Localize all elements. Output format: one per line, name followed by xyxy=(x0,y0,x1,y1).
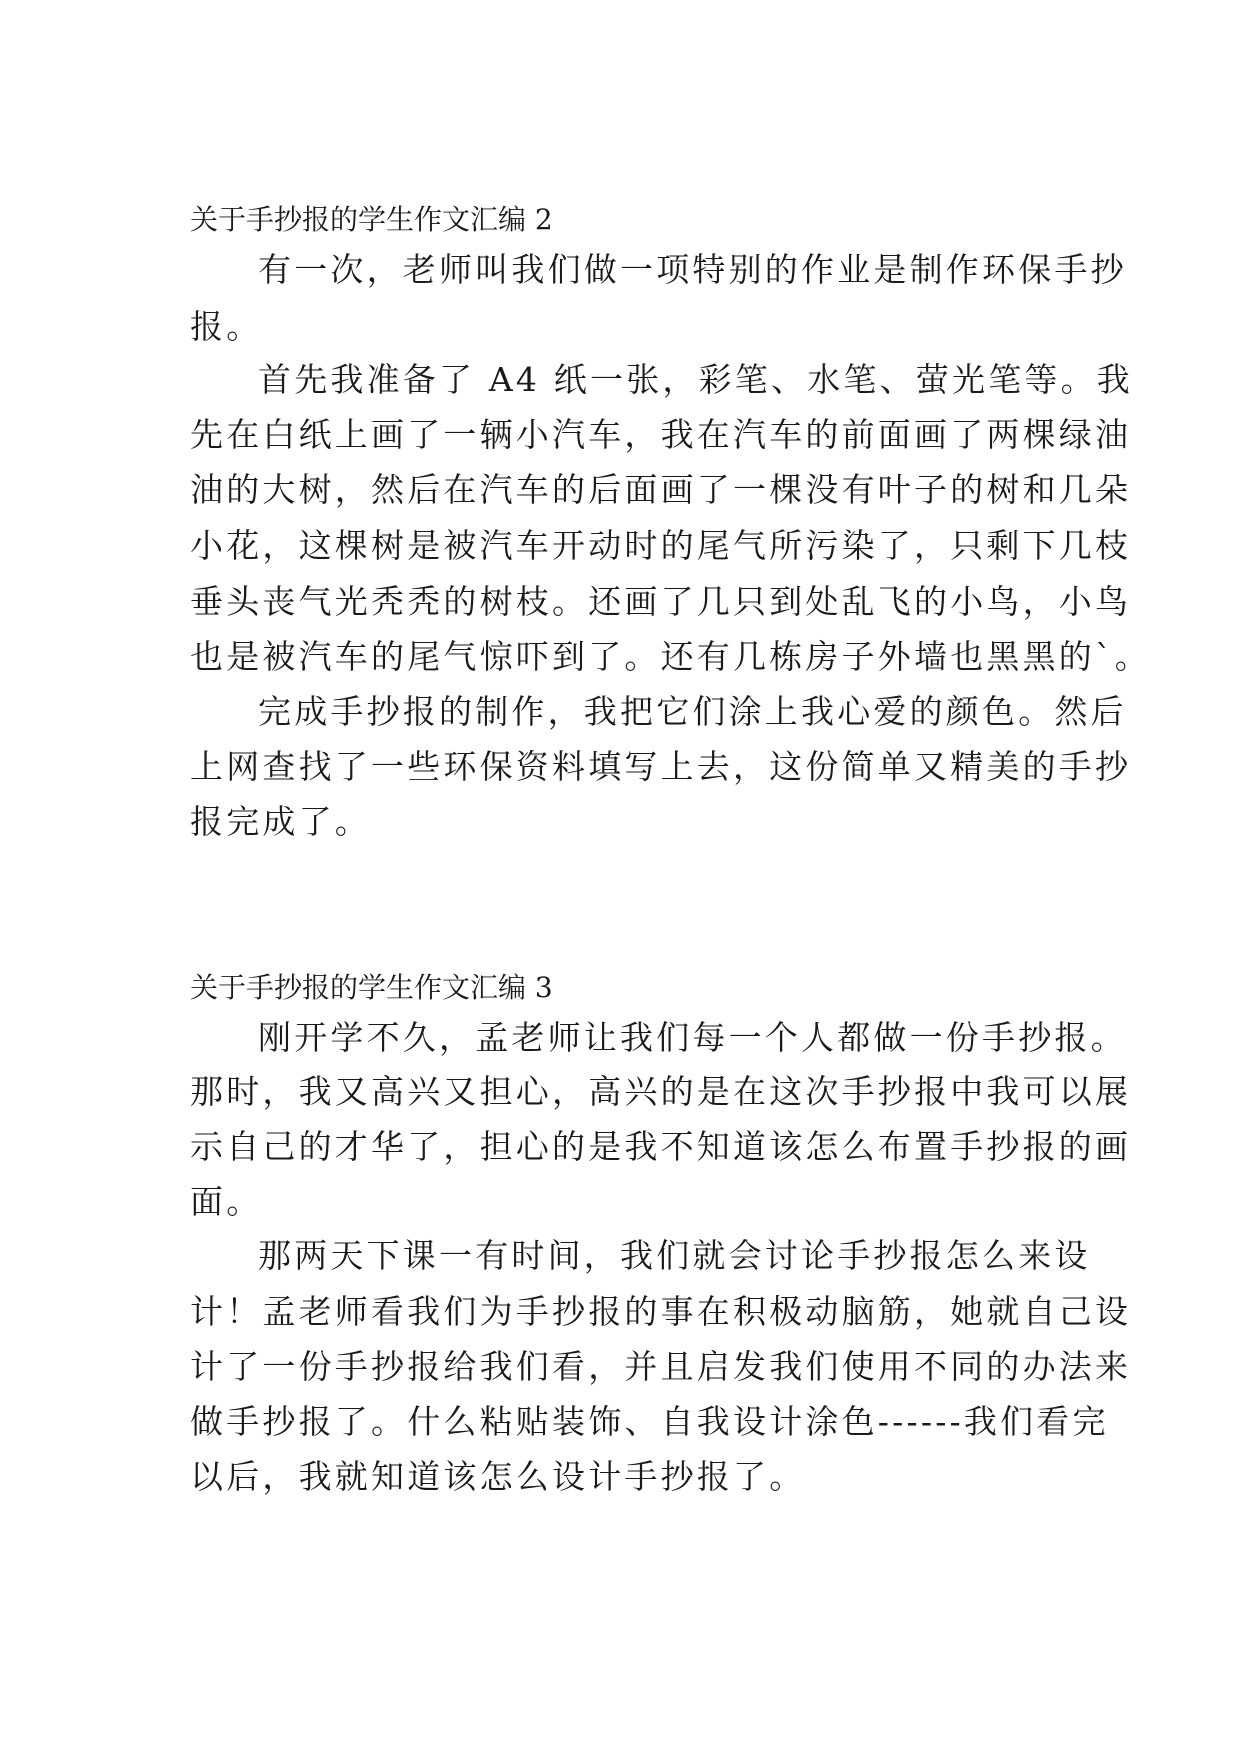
paragraph-line: 完成手抄报的制作，我把它们涂上我心爱的颜色。然后 xyxy=(258,692,1127,731)
paragraph-line: 计了一份手抄报给我们看，并且启发我们使用不同的办法来 xyxy=(190,1347,1132,1386)
paragraph-line: 油的大树，然后在汽车的后面画了一棵没有叶子的树和几朵 xyxy=(190,470,1132,509)
section-heading: 关于手抄报的学生作文汇编 2 xyxy=(190,203,553,236)
paragraph-line: 示自己的才华了，担心的是我不知道该怎么布置手抄报的画 xyxy=(190,1127,1132,1166)
paragraph-line: 报完成了。 xyxy=(190,802,371,841)
paragraph-line: 刚开学不久，孟老师让我们每一个人都做一份手抄报。 xyxy=(258,1018,1127,1057)
section-heading: 关于手抄报的学生作文汇编 3 xyxy=(190,971,553,1004)
paragraph-line: 首先我准备了 A4 纸一张，彩笔、水笔、萤光笔等。我 xyxy=(258,360,1134,399)
paragraph-line: 报。 xyxy=(190,307,263,346)
paragraph-line: 面。 xyxy=(190,1182,263,1221)
paragraph-line: 计！孟老师看我们为手抄报的事在积极动脑筋，她就自己设 xyxy=(190,1292,1132,1331)
paragraph-line: 也是被汽车的尾气惊吓到了。还有几栋房子外墙也黑黑的`。 xyxy=(190,637,1151,676)
paragraph-line: 以后，我就知道该怎么设计手抄报了。 xyxy=(190,1457,806,1496)
paragraph-line: 有一次，老师叫我们做一项特别的作业是制作环保手抄 xyxy=(258,250,1127,289)
paragraph-line: 那时，我又高兴又担心，高兴的是在这次手抄报中我可以展 xyxy=(190,1072,1132,1111)
paragraph-line: 上网查找了一些环保资料填写上去，这份简单又精美的手抄 xyxy=(190,747,1132,786)
paragraph-line: 垂头丧气光秃秃的树枝。还画了几只到处乱飞的小鸟，小鸟 xyxy=(190,582,1132,621)
paragraph-line: 那两天下课一有时间，我们就会讨论手抄报怎么来设 xyxy=(258,1236,1091,1275)
paragraph-line: 先在白纸上画了一辆小汽车，我在汽车的前面画了两棵绿油 xyxy=(190,415,1132,454)
paragraph-line: 小花，这棵树是被汽车开动时的尾气所污染了，只剩下几枝 xyxy=(190,526,1132,565)
paragraph-line: 做手抄报了。什么粘贴装饰、自我设计涂色------我们看完 xyxy=(190,1402,1109,1441)
